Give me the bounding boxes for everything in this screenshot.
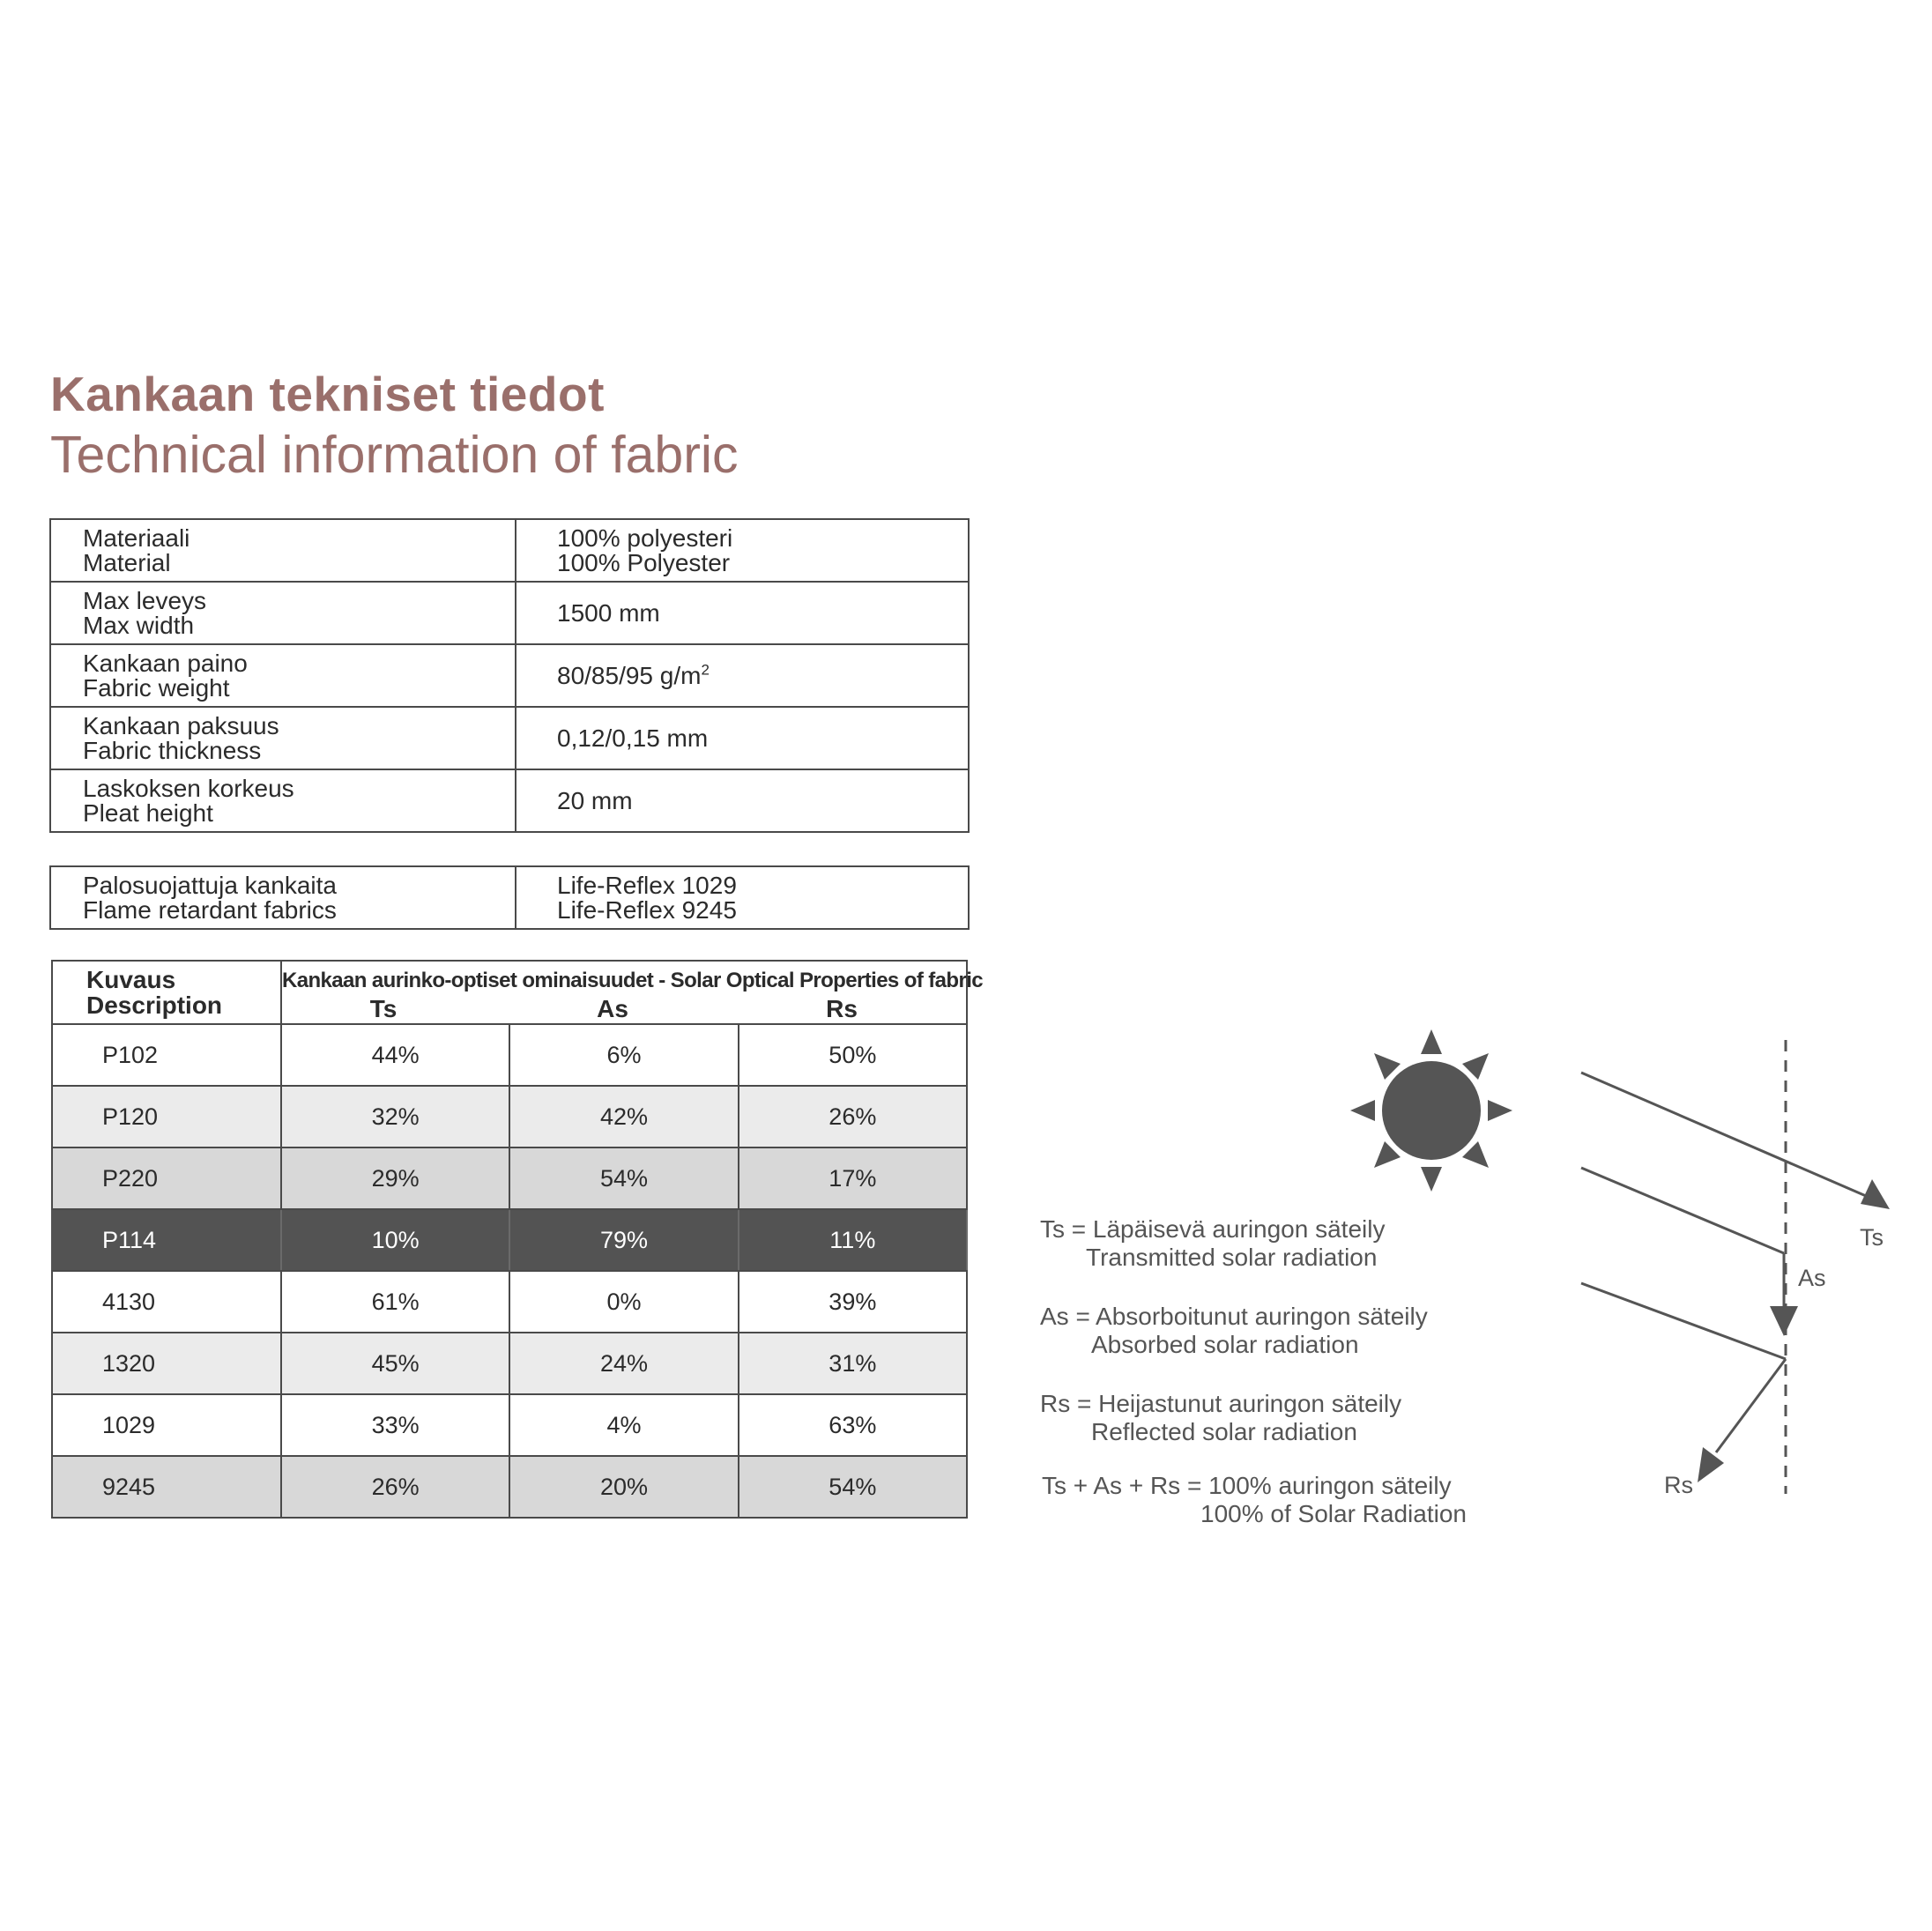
legend-rs-en: Reflected solar radiation bbox=[1091, 1418, 1357, 1445]
rs-value: 31% bbox=[739, 1333, 967, 1394]
legend-as-en: Absorbed solar radiation bbox=[1091, 1331, 1359, 1358]
fabric-code: 4130 bbox=[52, 1271, 281, 1333]
as-value: 20% bbox=[509, 1456, 738, 1518]
legend-rs-fi: Rs = Heijastunut auringon säteily bbox=[1040, 1390, 1402, 1417]
spec-value-text: 80/85/95 g/m bbox=[557, 661, 702, 689]
as-value: 54% bbox=[509, 1147, 738, 1209]
page-title: Kankaan tekniset tiedot bbox=[50, 367, 605, 421]
fabric-code: 1029 bbox=[52, 1394, 281, 1456]
legend-ts-fi: Ts = Läpäisevä auringon säteily bbox=[1040, 1215, 1386, 1243]
rs-value: 26% bbox=[739, 1086, 967, 1147]
diagram-label-rs: Rs bbox=[1664, 1472, 1693, 1498]
as-value: 6% bbox=[509, 1024, 738, 1086]
as-arrow-icon bbox=[1581, 1168, 1798, 1336]
legend-ts-en: Transmitted solar radiation bbox=[1086, 1244, 1378, 1271]
rs-value: 11% bbox=[739, 1209, 967, 1271]
spec-value-superscript: 2 bbox=[701, 661, 710, 679]
column-header-as: As bbox=[597, 995, 628, 1022]
flame-value-line: Life-Reflex 1029 bbox=[557, 871, 737, 899]
ts-value: 61% bbox=[281, 1271, 509, 1333]
fabric-code: P114 bbox=[52, 1209, 281, 1271]
spec-value-line: 100% polyesteri bbox=[557, 524, 733, 552]
page-subtitle: Technical information of fabric bbox=[50, 426, 739, 484]
spec-value-line: 0,12/0,15 mm bbox=[557, 724, 709, 752]
rs-value: 17% bbox=[739, 1147, 967, 1209]
diagram-label-as: As bbox=[1798, 1265, 1826, 1291]
spec-value-line: 20 mm bbox=[557, 786, 633, 814]
column-header-rs: Rs bbox=[826, 995, 858, 1022]
ts-value: 32% bbox=[281, 1086, 509, 1147]
spec-label-en: Pleat height bbox=[83, 798, 213, 827]
spec-label-en: Max width bbox=[83, 611, 195, 639]
rs-value: 50% bbox=[739, 1024, 967, 1086]
spec-label-en: Fabric thickness bbox=[83, 736, 262, 764]
ts-value: 44% bbox=[281, 1024, 509, 1086]
spec-value-line: 1500 mm bbox=[557, 598, 660, 627]
as-value: 24% bbox=[509, 1333, 738, 1394]
rs-value: 39% bbox=[739, 1271, 967, 1333]
column-header-ts: Ts bbox=[369, 995, 398, 1022]
ts-value: 33% bbox=[281, 1394, 509, 1456]
as-value: 0% bbox=[509, 1271, 738, 1333]
fabric-code: 1320 bbox=[52, 1333, 281, 1394]
spec-label-fi: Laskoksen korkeus bbox=[83, 774, 294, 802]
sun-icon bbox=[1350, 1029, 1512, 1192]
spec-label-fi: Kankaan paksuus bbox=[83, 711, 279, 739]
diagram-label-ts: Ts bbox=[1860, 1224, 1884, 1251]
ts-value: 29% bbox=[281, 1147, 509, 1209]
desc-header-fi: Kuvaus bbox=[86, 966, 176, 993]
as-value: 42% bbox=[509, 1086, 738, 1147]
spec-value-line: 100% Polyester bbox=[557, 548, 731, 576]
flame-label-en: Flame retardant fabrics bbox=[83, 895, 337, 924]
ts-value: 26% bbox=[281, 1456, 509, 1518]
spec-label-en: Fabric weight bbox=[83, 673, 230, 702]
properties-title: Kankaan aurinko-optiset ominaisuudet - Solar Optical Properties of fabric bbox=[282, 969, 984, 992]
spec-label-en: Material bbox=[83, 548, 171, 576]
rs-arrow-icon bbox=[1581, 1283, 1786, 1482]
legend-sum-en: 100% of Solar Radiation bbox=[1200, 1500, 1467, 1527]
legend-as-fi: As = Absorboitunut auringon säteily bbox=[1040, 1303, 1428, 1330]
fabric-code: P220 bbox=[52, 1147, 281, 1209]
rs-value: 63% bbox=[739, 1394, 967, 1456]
spec-label-fi: Materiaali bbox=[83, 524, 190, 552]
fabric-code: P120 bbox=[52, 1086, 281, 1147]
ts-value: 10% bbox=[281, 1209, 509, 1271]
legend-sum-fi: Ts + As + Rs = 100% auringon säteily bbox=[1042, 1472, 1452, 1499]
fabric-code: P102 bbox=[52, 1024, 281, 1086]
rs-value: 54% bbox=[739, 1456, 967, 1518]
ts-value: 45% bbox=[281, 1333, 509, 1394]
spec-label-fi: Max leveys bbox=[83, 586, 207, 614]
desc-header-en: Description bbox=[86, 991, 223, 1019]
flame-value-line: Life-Reflex 9245 bbox=[557, 895, 737, 924]
as-value: 79% bbox=[509, 1209, 738, 1271]
spec-label-fi: Kankaan paino bbox=[83, 649, 248, 677]
flame-label-fi: Palosuojattuja kankaita bbox=[83, 871, 337, 899]
fabric-code: 9245 bbox=[52, 1456, 281, 1518]
as-value: 4% bbox=[509, 1394, 738, 1456]
